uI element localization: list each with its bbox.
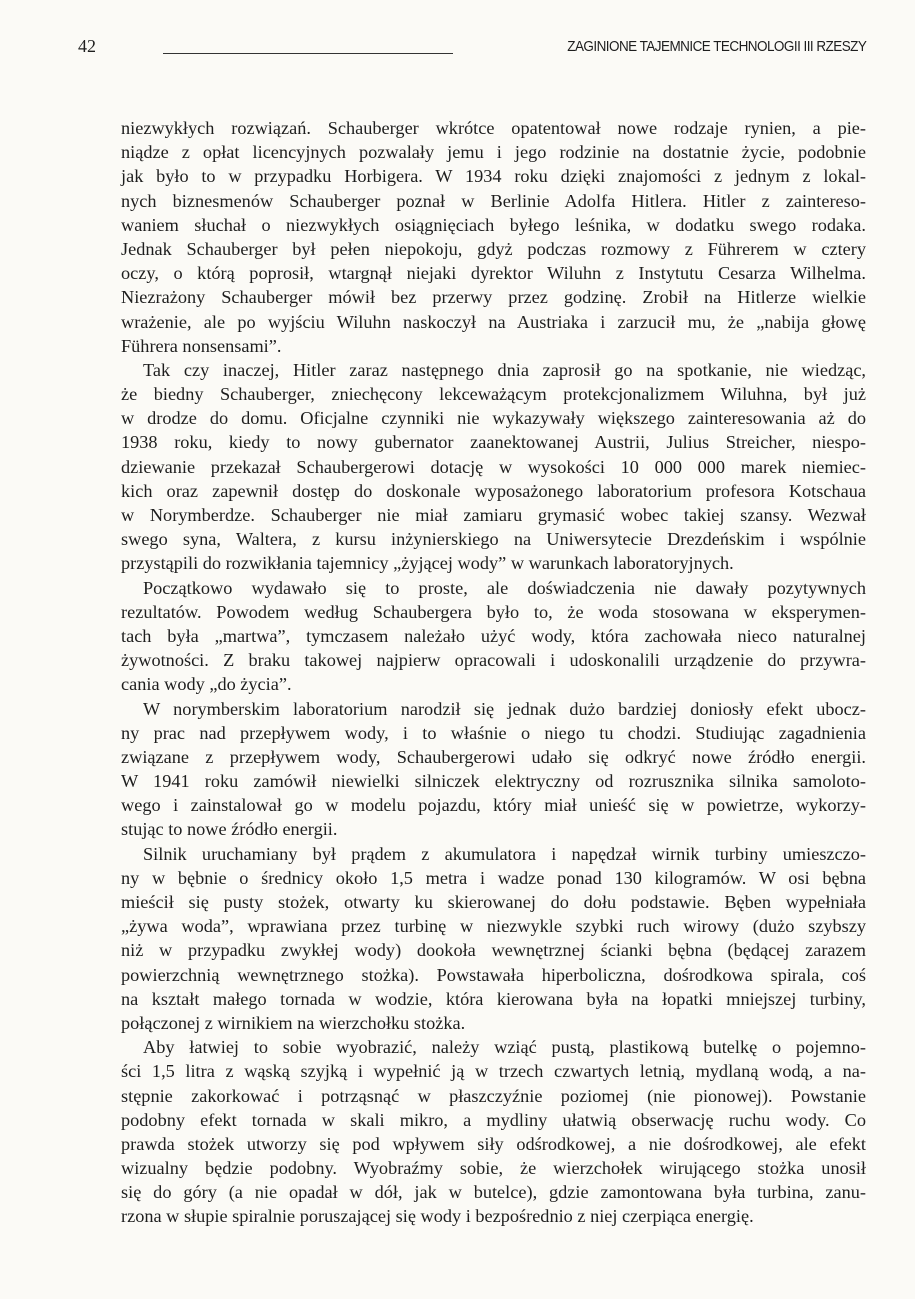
text-line: na kształt małego tornada w wodzie, która kierowana była na łopatki mniejszej turbiny, xyxy=(121,988,866,1009)
text-line: dziewanie przekazał Schaubergerowi dotację w wysokości 10 000 000 marek niemiec- xyxy=(121,456,866,477)
text-line: W norymberskim laboratorium narodził się jednak dużo bardziej doniosły efekt ubocz- xyxy=(143,698,866,719)
text-line: podobny efekt tornada w skali mikro, a mydliny ułatwią obserwację ruchu wody. Co xyxy=(121,1109,866,1130)
text-line: „żywa woda”, wprawiana przez turbinę w niezwykle szybki ruch wirowy (dużo szybszy xyxy=(121,916,866,937)
text-line: kich oraz zapewnił dostęp do doskonale wyposażonego laboratorium profesora Kotschaua xyxy=(121,480,866,501)
text-line: ny prac nad przepływem wody, i to właśnie o niego tu chodzi. Studiując zagadnienia xyxy=(121,722,866,743)
text-line: że biedny Schauberger, zniechęcony lekceważącym protekcjonalizmem Wiluhna, był już xyxy=(121,384,866,405)
text-line: jak było to w przypadku Horbigera. W 1934 roku dzięki znajomości z jednym z lokal- xyxy=(121,166,866,187)
text-line: powierzchnią wewnętrznego stożka). Powstawała hiperboliczna, dośrodkowa spirala, coś xyxy=(121,964,866,985)
text-line: się do góry (a nie opadał w dół, jak w butelce), gdzie zamontowana była turbina, zanu- xyxy=(121,1182,866,1203)
text-line: cania wody „do życia”. xyxy=(121,674,292,695)
paragraph xyxy=(121,358,866,576)
text-line: stępnie zakorkować i potrząsnąć w płaszczyźnie poziomej (nie pionowej). Powstanie xyxy=(121,1085,866,1106)
paragraph xyxy=(121,116,866,358)
text-line: Początkowo wydawało się to proste, ale doświadczenia nie dawały pozytywnych xyxy=(143,577,866,598)
text-line: rezultatów. Powodem według Schaubergera było to, że woda stosowana w eksperymen- xyxy=(121,601,866,622)
body-text xyxy=(121,116,866,1229)
text-line: Jednak Schauberger był pełen niepokoju, gdyż podczas rozmowy z Führerem w cztery xyxy=(121,238,866,259)
text-line: prawda stożek utworzy się pod wpływem siły odśrodkowej, a nie dośrodkowej, ale efekt xyxy=(121,1133,866,1154)
paragraph xyxy=(121,1035,866,1229)
paragraph xyxy=(121,842,866,1036)
text-line: tach była „martwa”, tymczasem należało użyć wody, która zachowała nieco naturalnej xyxy=(121,625,866,646)
page-number: 42 xyxy=(78,36,96,56)
text-line: nych biznesmenów Schauberger poznał w Berlinie Adolfa Hitlera. Hitler z zaintereso- xyxy=(121,190,866,211)
text-line: ści 1,5 litra z wąską szyjką i wypełnić ją w trzech czwartych letnią, mydlaną wodą, a na- xyxy=(121,1061,866,1082)
running-title: ZAGINIONE TAJEMNICE TECHNOLOGII III RZESZY xyxy=(566,38,866,55)
text-line: Tak czy inaczej, Hitler zaraz następnego dnia zaprosił go na spotkanie, nie wiedząc, xyxy=(143,359,866,380)
text-line: niezwykłych rozwiązań. Schauberger wkrótce opatentował nowe rodzaje rynien, a pie- xyxy=(121,118,866,138)
text-line: 1938 roku, kiedy to nowy gubernator zaanektowanej Austrii, Julius Streicher, niespo- xyxy=(121,432,866,453)
running-header xyxy=(0,36,915,60)
text-line: Führera nonsensami”. xyxy=(121,335,282,356)
text-line: W 1941 roku zamówił niewielki silniczek elektryczny od rozrusznika silnika samoloto- xyxy=(121,771,866,792)
paragraph xyxy=(121,697,866,842)
text-line: w Norymberdze. Schauberger nie miał zamiaru grymasić wobec takiej szansy. Wezwał xyxy=(121,505,866,525)
text-line: związane z przepływem wody, Schaubergerowi udało się odkryć nowe źródło energii. xyxy=(121,746,866,767)
text-line: żywotności. Z braku takowej najpierw opracowali i udoskonalili urządzenie do przywra- xyxy=(121,650,866,671)
text-line: Silnik uruchamiany był prądem z akumulatora i napędzał wirnik turbiny umieszczo- xyxy=(143,843,866,864)
text-line: wrażenie, ale po wyjściu Wiluhn naskoczył na Austriaka i zarzucił mu, że „nabija głowę xyxy=(121,311,866,332)
text-line: mieścił się pusty stożek, otwarty ku skierowanej do dołu podstawie. Bęben wypełniała xyxy=(121,892,866,912)
text-line: wego i zainstalował go w modelu pojazdu, który miał unieść się w powietrze, wykorzy- xyxy=(121,795,866,816)
text-line: Aby łatwiej to sobie wyobrazić, należy wziąć pustą, plastikową butelkę o pojemno- xyxy=(143,1037,866,1058)
text-line: oczy, o którą poprosił, wtargnął niejaki dyrektor Wiluhn z Instytutu Cesarza Wilhelma. xyxy=(121,263,866,284)
text-line: niądze z opłat licencyjnych pozwalały jemu i jego rodzinie na dostatnie życie, podobnie xyxy=(121,142,866,163)
text-line: w drodze do domu. Oficjalne czynniki nie wykazywały większego zainteresowania aż do xyxy=(121,408,866,429)
text-line: połączonej z wirnikiem na wierzchołku stożka. xyxy=(121,1012,466,1033)
text-line: wizualny będzie podobny. Wyobraźmy sobie, że wierzchołek wirującego stożka unosił xyxy=(121,1158,866,1179)
text-line: Niezrażony Schauberger mówił bez przerwy przez godzinę. Zrobił na Hitlerze wielkie xyxy=(121,287,866,308)
header-rule xyxy=(163,53,453,54)
text-line: waniem słuchał o niezwykłych osiągnięciach byłego leśnika, w dodatku swego rodaka. xyxy=(121,214,866,235)
text-line: niż w przypadku zwykłej wody) dookoła wewnętrznej ścianki bębna (będącej zarazem xyxy=(121,940,866,961)
text-line: swego syna, Waltera, z kursu inżynierskiego na Uniwersytecie Drezdeńskim i wspólnie xyxy=(121,529,866,550)
text-line: rzona w słupie spiralnie poruszającej się wody i bezpośrednio z niej czerpiąca energię. xyxy=(121,1206,754,1227)
text-line: przystąpili do rozwikłania tajemnicy „żyjącej wody” w warunkach laboratoryjnych. xyxy=(121,553,734,574)
text-line: ny w bębnie o średnicy około 1,5 metra i wadze ponad 130 kilogramów. W osi bębna xyxy=(121,867,866,888)
text-line: stując to nowe źródło energii. xyxy=(121,819,338,840)
paragraph xyxy=(121,576,866,697)
